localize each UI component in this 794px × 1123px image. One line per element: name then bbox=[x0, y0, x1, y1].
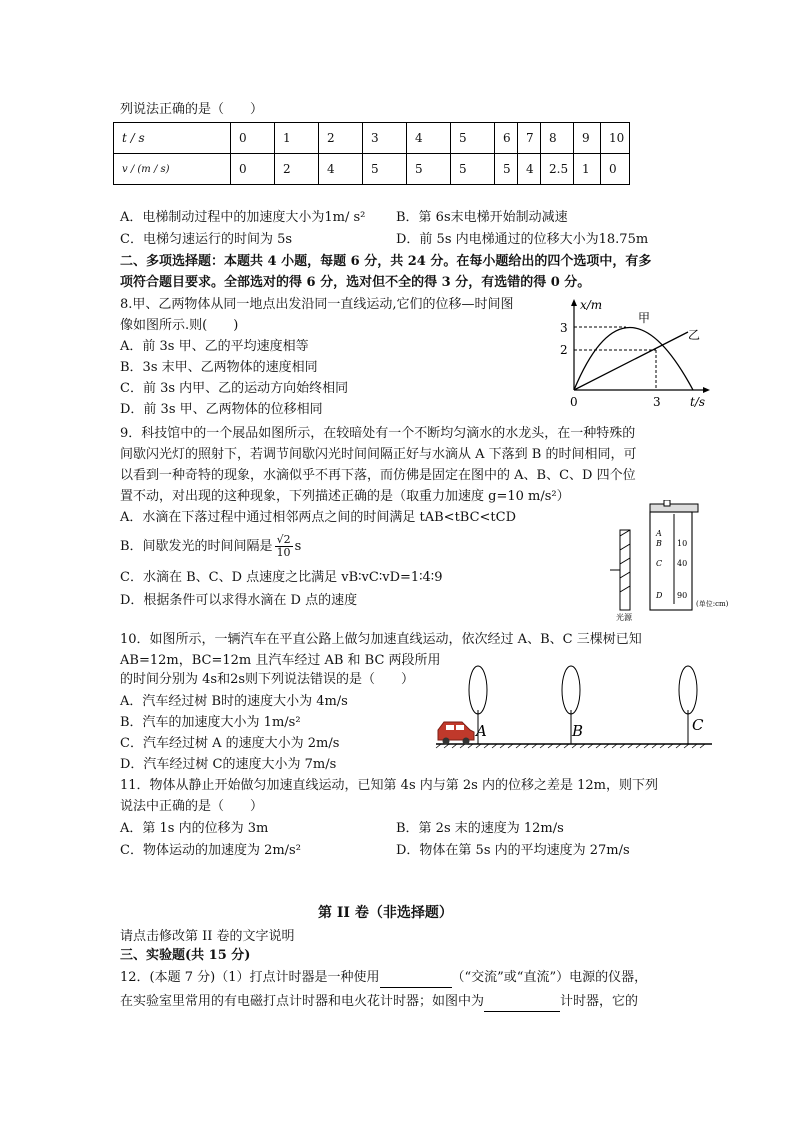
q7-option-a: A．电梯制动过程中的加速度大小为1m/ s² bbox=[120, 210, 366, 225]
lamp-hatch bbox=[620, 558, 630, 564]
table-header-time: t / s bbox=[114, 123, 231, 154]
faucet bbox=[650, 504, 698, 512]
table-cell: 10 bbox=[601, 123, 630, 154]
table-cell: 4 bbox=[518, 154, 541, 185]
table-cell: 5 bbox=[451, 123, 495, 154]
q10-option-d: D．汽车经过树 C的速度大小为 7m/s bbox=[120, 757, 337, 772]
tree-c-label: C bbox=[692, 716, 704, 734]
lamp-hatch bbox=[620, 572, 630, 578]
lamp-hatch bbox=[620, 530, 630, 536]
q11-option-a: A．第 1s 内的位移为 3m bbox=[120, 821, 269, 836]
section2-heading-line1: 二、多项选择题：本题共 4 小题，每题 6 分，共 24 分。在每小题给出的四个选项中，有多 bbox=[120, 254, 652, 269]
q8-stem-line2: 像如图所示.则( ) bbox=[120, 318, 239, 333]
q10-option-c: C．汽车经过树 A 的速度大小为 2m/s bbox=[120, 736, 340, 751]
road-figure bbox=[432, 660, 722, 756]
fraction-denominator: 10 bbox=[276, 546, 291, 559]
q12-line1 bbox=[120, 968, 647, 988]
fraction bbox=[275, 534, 293, 559]
point-d-label: D bbox=[656, 591, 663, 600]
section3-heading: 三、实验题(共 15 分) bbox=[120, 948, 251, 963]
q11-option-c: C．物体运动的加速度为 2m/s² bbox=[120, 843, 301, 858]
faucet-knob bbox=[664, 500, 670, 506]
lamp-hatch bbox=[620, 586, 630, 592]
part2-note: 请点击修改第 II 卷的文字说明 bbox=[120, 929, 295, 944]
q8-option-c: C．前 3s 内甲、乙的运动方向始终相同 bbox=[120, 381, 349, 396]
q12-line2-text: 在实验室里常用的有电磁打点计时器和电火花计时器；如图中为 bbox=[120, 994, 485, 1009]
q8-stem-line1: 8.甲、乙两物体从同一地点出发沿同一直线运动,它们的位移—时间图 bbox=[120, 297, 514, 312]
q9-option-c: C．水滴在 B、C、D 点速度之比满足 vB∶vC∶vD=1∶4∶9 bbox=[120, 570, 443, 585]
car-icon bbox=[438, 722, 474, 745]
q9-option-b-prefix: B．间歇发光的时间间隔是 bbox=[120, 539, 273, 554]
table-cell: 0 bbox=[231, 123, 275, 154]
q12-line2-tail: 计时器，它的 bbox=[560, 994, 639, 1009]
y-axis-label: x/m bbox=[580, 298, 603, 312]
table-cell: 5 bbox=[363, 154, 407, 185]
q9-stem-line4: 置不动，对出现的这种现象，下列描述正确的是（取重力加速度 g=10 m/s²） bbox=[120, 489, 570, 504]
table-cell: 2.5 bbox=[541, 154, 574, 185]
q10-stem-line2: AB=12m，BC=12m 且汽车经过 AB 和 BC 两段所用 bbox=[120, 653, 441, 668]
answer-blank-2[interactable] bbox=[484, 995, 560, 1012]
table-cell: 4 bbox=[319, 154, 363, 185]
table-cell: 1 bbox=[275, 123, 319, 154]
q10-option-b: B．汽车的加速度大小为 1m/s² bbox=[120, 715, 301, 730]
y-axis-arrow bbox=[571, 299, 577, 306]
q7-option-d: D．前 5s 内电梯通过的位移大小为18.75m bbox=[396, 232, 649, 247]
table-row-velocity bbox=[114, 154, 630, 185]
q9-option-b-unit: s bbox=[294, 539, 302, 554]
q8-option-a: A．前 3s 甲、乙的平均速度相等 bbox=[120, 339, 309, 354]
tick-10: 10 bbox=[677, 539, 688, 548]
table-cell: 6 bbox=[495, 123, 518, 154]
label-jia: 甲 bbox=[638, 311, 651, 325]
x-axis-arrow bbox=[703, 387, 710, 393]
flash-lamp bbox=[620, 530, 630, 610]
unit-label: (单位:cm) bbox=[696, 600, 729, 608]
table-cell: 7 bbox=[518, 123, 541, 154]
point-c-label: C bbox=[656, 559, 663, 568]
q12-line1-text: 12．(本题 7 分)（1）打点计时器是一种使用 bbox=[120, 970, 380, 985]
xt-graph bbox=[550, 296, 720, 412]
table-cell: 0 bbox=[601, 154, 630, 185]
origin-label: 0 bbox=[570, 395, 578, 409]
drip-figure bbox=[610, 500, 740, 624]
q11-option-b: B．第 2s 末的速度为 12m/s bbox=[396, 821, 564, 836]
point-b-label: B bbox=[656, 539, 662, 548]
y-tick-3: 3 bbox=[560, 321, 568, 335]
q8-option-b: B．3s 末甲、乙两物体的速度相同 bbox=[120, 360, 318, 375]
q7-option-c: C．电梯匀速运行的时间为 5s bbox=[120, 232, 293, 247]
q9-option-a: A．水滴在下落过程中通过相邻两点之间的时间满足 tAB<tBC<tCD bbox=[120, 510, 517, 525]
q12-line1-tail: （“交流”或“直流”）电源的仪器， bbox=[451, 970, 648, 985]
q9-stem-line3: 以看到一种奇特的现象，水滴似乎不再下落，而仿佛是固定在图中的 A、B、C、D 四个位 bbox=[120, 468, 636, 483]
table-cell: 1 bbox=[574, 154, 601, 185]
q12-line2 bbox=[120, 992, 638, 1012]
q7-stem-tail: 列说法正确的是（ ） bbox=[120, 102, 264, 117]
table-cell: 4 bbox=[407, 123, 451, 154]
tree-a-label: A bbox=[476, 722, 487, 740]
q9-option-d: D．根据条件可以求得水滴在 D 点的速度 bbox=[120, 593, 358, 608]
table-cell: 5 bbox=[495, 154, 518, 185]
table-row-time bbox=[114, 123, 630, 154]
y-tick-2: 2 bbox=[560, 343, 568, 357]
q10-stem-line3: 的时间分别为 4s和2s则下列说法错误的是（ ） bbox=[120, 672, 415, 687]
q8-option-d: D．前 3s 甲、乙两物体的位移相同 bbox=[120, 402, 323, 417]
tick-40: 40 bbox=[677, 559, 688, 568]
q9-stem-line1: 9．科技馆中的一个展品如图所示，在较暗处有一个不断均匀滴水的水龙头，在一种特殊的 bbox=[120, 426, 636, 441]
table-cell: 3 bbox=[363, 123, 407, 154]
line-yi bbox=[574, 332, 688, 390]
velocity-time-table bbox=[113, 122, 630, 185]
x-tick-3: 3 bbox=[653, 395, 661, 409]
table-cell: 9 bbox=[574, 123, 601, 154]
part2-title: 第 II 卷（非选择题） bbox=[318, 905, 453, 921]
x-axis-label: t/s bbox=[690, 395, 706, 409]
answer-blank-1[interactable] bbox=[380, 971, 452, 988]
fraction-numerator: √2 bbox=[276, 533, 291, 546]
label-yi: 乙 bbox=[688, 328, 701, 342]
q9-option-b bbox=[120, 534, 301, 559]
table-cell: 5 bbox=[407, 154, 451, 185]
table-cell: 2 bbox=[319, 123, 363, 154]
table-header-velocity: v / (m / s) bbox=[114, 154, 231, 185]
table-cell: 8 bbox=[541, 123, 574, 154]
q10-option-a: A．汽车经过树 B时的速度大小为 4m/s bbox=[120, 694, 348, 709]
tree-b-label: B bbox=[572, 722, 584, 740]
lamp-hatch bbox=[620, 544, 630, 550]
tick-90: 90 bbox=[677, 591, 688, 600]
q10-stem-line1: 10．如图所示，一辆汽车在平直公路上做匀加速直线运动，依次经过 A、B、C 三棵树已知 bbox=[120, 632, 642, 647]
q7-option-b: B．第 6s末电梯开始制动减速 bbox=[396, 210, 568, 225]
q11-stem-line2: 说法中正确的是（ ） bbox=[120, 799, 264, 814]
q11-stem-line1: 11．物体从静止开始做匀加速直线运动，已知第 4s 内与第 2s 内的位移之差是 12m，则下列 bbox=[120, 778, 658, 793]
table-cell: 0 bbox=[231, 154, 275, 185]
q11-option-d: D．物体在第 5s 内的平均速度为 27m/s bbox=[396, 843, 630, 858]
table-cell: 5 bbox=[451, 154, 495, 185]
point-a-label: A bbox=[656, 529, 662, 538]
section2-heading-line2: 项符合题目要求。全部选对的得 6 分，选对但不全的得 3 分，有选错的得 0 分。 bbox=[120, 275, 591, 290]
light-source-label: 光源 bbox=[616, 613, 632, 622]
table-cell: 2 bbox=[275, 154, 319, 185]
q9-stem-line2: 间歇闪光灯的照射下，若调节间歇闪光时间间隔正好与水滴从 A 下落到 B 的时间相同，可 bbox=[120, 447, 637, 462]
